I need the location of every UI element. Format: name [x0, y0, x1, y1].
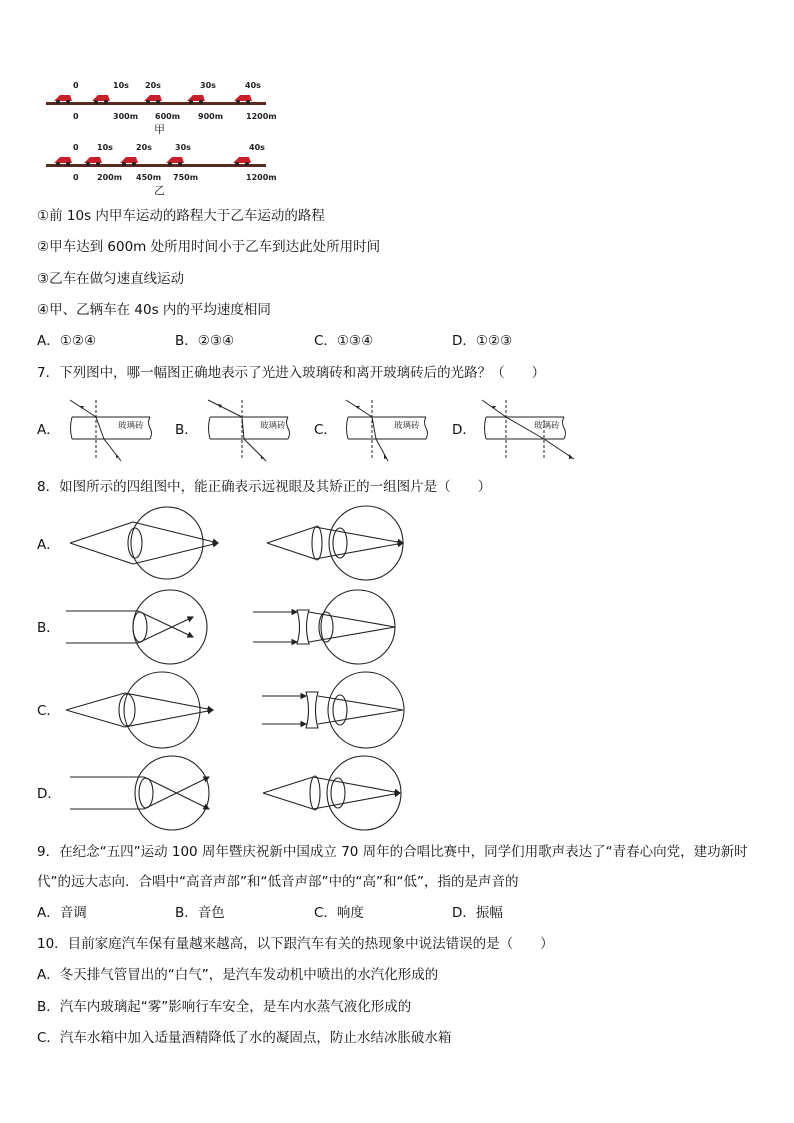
statement-1: ①前 10s 内甲车运动的路程大于乙车运动的路程: [37, 208, 325, 224]
eye-row-a: [70, 506, 403, 580]
distance-label: 0: [73, 173, 79, 182]
figure-label-jia: 甲: [154, 123, 165, 136]
distance-label: 200m: [97, 173, 123, 182]
time-label: 40s: [249, 143, 265, 152]
distance-label: 900m: [198, 112, 224, 121]
eye-row-c: [66, 672, 404, 748]
distance-label: 750m: [173, 173, 199, 182]
time-label: 30s: [200, 81, 216, 90]
statement-2: ②甲车达到 600m 处所用时间小于乙车到达此处所用时间: [37, 239, 381, 255]
time-label: 40s: [245, 81, 261, 90]
q10-option-a[interactable]: A．冬天排气管冒出的“白气”，是汽车发动机中喷出的水汽化形成的: [37, 967, 439, 983]
distance-label: 300m: [113, 112, 139, 121]
q6-option-c[interactable]: C．①③④: [314, 333, 374, 349]
distance-label: 1200m: [246, 112, 277, 121]
q7-option-c[interactable]: C．: [314, 422, 337, 438]
q10-option-c[interactable]: C．汽车水箱中加入适量酒精降低了水的凝固点，防止水结冰胀破水箱: [37, 1030, 452, 1046]
q9-option-c[interactable]: C．响度: [314, 905, 364, 921]
time-label: 20s: [145, 81, 161, 90]
q7-option-b[interactable]: B．: [175, 422, 198, 438]
glass-label: 玻璃砖: [260, 421, 286, 431]
distance-label: 600m: [155, 112, 181, 121]
q10-stem: 10．目前家庭汽车保有量越来越高，以下跟汽车有关的热现象中说法错误的是（ ）: [37, 936, 554, 952]
time-label: 10s: [97, 143, 113, 152]
glass-label: 玻璃砖: [394, 421, 420, 431]
q7-option-a[interactable]: A．: [37, 422, 60, 438]
time-label: 0: [73, 81, 79, 90]
q8-option-b[interactable]: B．: [37, 620, 60, 636]
q8-option-a[interactable]: A．: [37, 537, 60, 553]
q6-option-d[interactable]: D．①②③: [452, 333, 513, 349]
time-label: 0: [73, 143, 79, 152]
figure-label-yi: 乙: [154, 184, 165, 197]
q9-option-b[interactable]: B．音色: [175, 905, 225, 921]
distance-label: 1200m: [246, 173, 277, 182]
time-label: 20s: [136, 143, 152, 152]
q9-stem-line2: 代”的远大志向．合唱中“高音声部”和“低音声部”中的“高”和“低”，指的是声音的: [37, 874, 519, 890]
statement-4: ④甲、乙辆车在 40s 内的平均速度相同: [37, 302, 271, 318]
eye-row-b: [66, 590, 395, 664]
q9-option-d[interactable]: D．振幅: [452, 905, 503, 921]
q9-stem-line1: 9．在纪念“五四”运动 100 周年暨庆祝新中国成立 70 周年的合唱比赛中，同学们用歌声表达了“青春心向党，建功新时: [37, 844, 748, 860]
q7-option-d[interactable]: D．: [452, 422, 476, 438]
q7-stem: 7．下列图中，哪一幅图正确地表示了光进入玻璃砖和离开玻璃砖后的光路？（ ）: [37, 365, 546, 381]
q8-option-d[interactable]: D．: [37, 786, 61, 802]
time-label: 30s: [175, 143, 191, 152]
q10-option-b[interactable]: B．汽车内玻璃起“雾”影响行车安全，是车内水蒸气液化形成的: [37, 999, 412, 1015]
glass-label: 玻璃砖: [118, 421, 144, 431]
q8-stem: 8．如图所示的四组图中，能正确表示远视眼及其矫正的一组图片是（ ）: [37, 479, 492, 495]
eye-row-d: [70, 756, 401, 830]
q8-option-c[interactable]: C．: [37, 703, 60, 719]
glass-label: 玻璃砖: [534, 421, 560, 431]
q6-option-a[interactable]: A．①②④: [37, 333, 97, 349]
time-label: 10s: [113, 81, 129, 90]
distance-label: 450m: [136, 173, 162, 182]
distance-label: 0: [73, 112, 79, 121]
q6-option-b[interactable]: B．②③④: [175, 333, 235, 349]
statement-3: ③乙车在做匀速直线运动: [37, 271, 185, 287]
q9-option-a[interactable]: A．音调: [37, 905, 87, 921]
